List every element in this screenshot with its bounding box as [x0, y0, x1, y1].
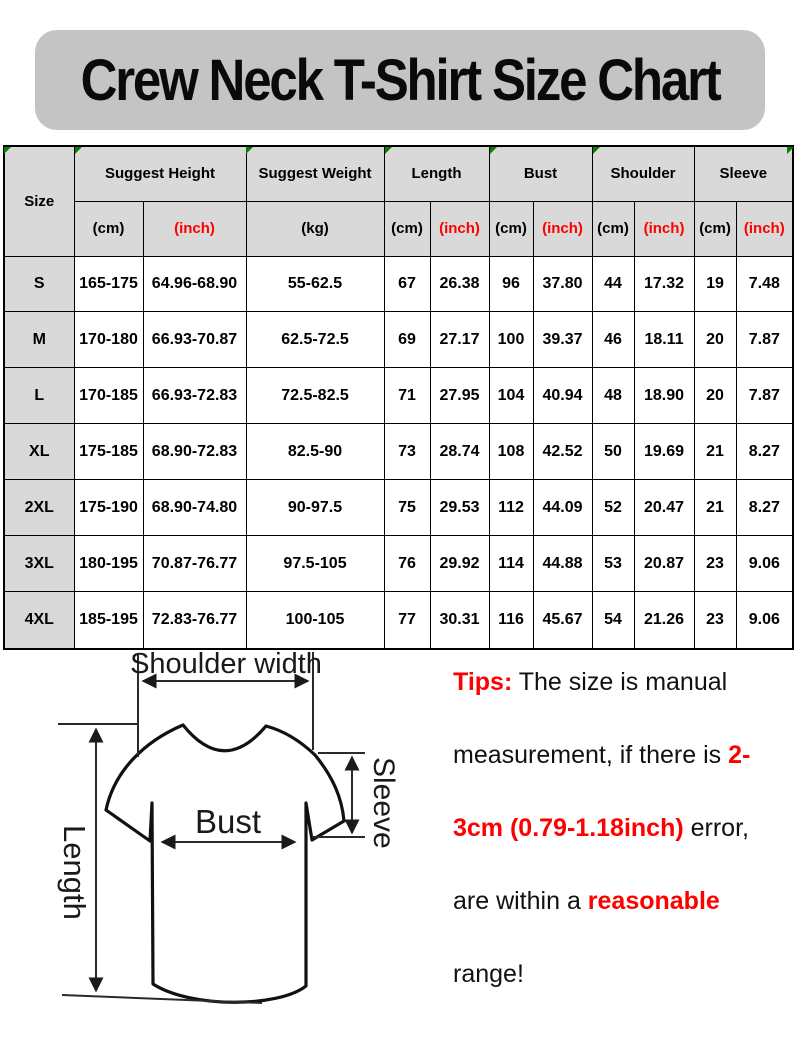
cell-height-inch: 64.96-68.90	[143, 256, 246, 312]
cell-weight-kg: 55-62.5	[246, 256, 384, 312]
shoulder-width-label: Shoulder width	[130, 648, 322, 680]
cell-length-inch: 27.95	[430, 368, 489, 424]
cell-bust-inch: 44.09	[533, 480, 592, 536]
tips-text: The size is manual	[512, 668, 728, 696]
tips-highlight: reasonable	[587, 887, 720, 915]
cell-shoulder-cm: 50	[592, 424, 634, 480]
cell-size: 3XL	[4, 536, 74, 592]
cell-height-cm: 170-185	[74, 368, 143, 424]
cell-sleeve-cm: 19	[694, 256, 736, 312]
cell-weight-kg: 82.5-90	[246, 424, 384, 480]
cell-height-inch: 70.87-76.77	[143, 536, 246, 592]
tips-highlight: 2-	[728, 741, 751, 769]
cell-bust-cm: 108	[489, 424, 533, 480]
cell-length-inch: 28.74	[430, 424, 489, 480]
cell-sleeve-cm: 23	[694, 592, 736, 649]
bust-label: Bust	[194, 803, 262, 840]
tips-line	[453, 792, 793, 865]
cell-shoulder-inch: 21.26	[634, 592, 694, 649]
cell-bust-inch: 39.37	[533, 312, 592, 368]
cell-sleeve-cm: 20	[694, 368, 736, 424]
col-header-size: Size	[4, 146, 74, 256]
cell-height-inch: 68.90-74.80	[143, 480, 246, 536]
cell-bust-cm: 104	[489, 368, 533, 424]
col-header-suggest-height: Suggest Height	[74, 146, 246, 201]
cell-weight-kg: 62.5-72.5	[246, 312, 384, 368]
cell-length-inch: 27.17	[430, 312, 489, 368]
tips-block	[453, 646, 793, 1011]
tips-highlight: Tips:	[453, 668, 513, 696]
cell-bust-cm: 114	[489, 536, 533, 592]
table-row-l	[4, 368, 793, 424]
unit-shoulder-cm: (cm)	[592, 201, 634, 256]
cell-bust-inch: 40.94	[533, 368, 592, 424]
cell-length-inch: 29.53	[430, 480, 489, 536]
cell-sleeve-inch: 9.06	[736, 592, 793, 649]
header-group-row	[4, 146, 793, 201]
cell-length-cm: 77	[384, 592, 430, 649]
page-title: Crew Neck T-Shirt Size Chart	[80, 47, 720, 113]
tips-line	[453, 865, 793, 938]
unit-height-inch: (inch)	[143, 201, 246, 256]
length-label: Length	[57, 825, 92, 920]
cell-shoulder-cm: 44	[592, 256, 634, 312]
cell-sleeve-inch: 7.87	[736, 312, 793, 368]
table-row-3xl	[4, 536, 793, 592]
cell-sleeve-inch: 9.06	[736, 536, 793, 592]
cell-weight-kg: 100-105	[246, 592, 384, 649]
cell-length-inch: 30.31	[430, 592, 489, 649]
cell-size: 4XL	[4, 592, 74, 649]
cell-shoulder-cm: 46	[592, 312, 634, 368]
cell-bust-cm: 116	[489, 592, 533, 649]
cell-length-cm: 67	[384, 256, 430, 312]
cell-shoulder-inch: 17.32	[634, 256, 694, 312]
table-row-xl	[4, 424, 793, 480]
col-header-bust: Bust	[489, 146, 592, 201]
table-row-4xl	[4, 592, 793, 649]
col-header-length: Length	[384, 146, 489, 201]
unit-shoulder-inch: (inch)	[634, 201, 694, 256]
unit-sleeve-cm: (cm)	[694, 201, 736, 256]
unit-sleeve-inch: (inch)	[736, 201, 793, 256]
cell-shoulder-cm: 53	[592, 536, 634, 592]
cell-size: S	[4, 256, 74, 312]
col-header-sleeve: Sleeve	[694, 146, 793, 201]
tips-line	[453, 719, 793, 792]
cell-sleeve-inch: 7.87	[736, 368, 793, 424]
unit-length-cm: (cm)	[384, 201, 430, 256]
cell-comment-marker	[593, 147, 600, 154]
cell-length-cm: 76	[384, 536, 430, 592]
table-row-s	[4, 256, 793, 312]
cell-height-inch: 72.83-76.77	[143, 592, 246, 649]
cell-length-cm: 75	[384, 480, 430, 536]
cell-sleeve-inch: 7.48	[736, 256, 793, 312]
size-chart-table	[3, 145, 794, 650]
cell-bust-inch: 45.67	[533, 592, 592, 649]
cell-shoulder-inch: 18.90	[634, 368, 694, 424]
cell-size: XL	[4, 424, 74, 480]
cell-length-inch: 26.38	[430, 256, 489, 312]
cell-weight-kg: 72.5-82.5	[246, 368, 384, 424]
cell-shoulder-cm: 52	[592, 480, 634, 536]
cell-weight-kg: 97.5-105	[246, 536, 384, 592]
cell-height-cm: 180-195	[74, 536, 143, 592]
unit-height-cm: (cm)	[74, 201, 143, 256]
cell-shoulder-cm: 54	[592, 592, 634, 649]
cell-length-cm: 71	[384, 368, 430, 424]
cell-length-inch: 29.92	[430, 536, 489, 592]
size-table	[3, 145, 794, 650]
cell-bust-cm: 96	[489, 256, 533, 312]
tips-text: error,	[683, 814, 749, 842]
cell-sleeve-inch: 8.27	[736, 424, 793, 480]
cell-shoulder-inch: 19.69	[634, 424, 694, 480]
tips-text: measurement, if there is	[453, 741, 729, 769]
cell-height-cm: 170-180	[74, 312, 143, 368]
unit-bust-cm: (cm)	[489, 201, 533, 256]
table-row-2xl	[4, 480, 793, 536]
unit-length-inch: (inch)	[430, 201, 489, 256]
cell-height-cm: 175-185	[74, 424, 143, 480]
tips-line	[453, 646, 793, 719]
tips-text: are within a	[453, 887, 588, 915]
cell-comment-marker	[787, 147, 794, 154]
sleeve-label: Sleeve	[367, 757, 400, 849]
tshirt-outline	[106, 725, 344, 1002]
cell-sleeve-inch: 8.27	[736, 480, 793, 536]
unit-weight-kg: (kg)	[246, 201, 384, 256]
cell-sleeve-cm: 21	[694, 480, 736, 536]
cell-shoulder-inch: 20.47	[634, 480, 694, 536]
col-header-shoulder: Shoulder	[592, 146, 694, 201]
cell-weight-kg: 90-97.5	[246, 480, 384, 536]
cell-shoulder-inch: 20.87	[634, 536, 694, 592]
cell-size: 2XL	[4, 480, 74, 536]
cell-comment-marker	[75, 147, 82, 154]
tips-highlight: 3cm (0.79-1.18inch)	[453, 814, 684, 842]
cell-comment-marker	[246, 147, 253, 154]
cell-length-cm: 73	[384, 424, 430, 480]
tips-line	[453, 938, 793, 1011]
table-row-m	[4, 312, 793, 368]
unit-bust-inch: (inch)	[533, 201, 592, 256]
cell-bust-cm: 100	[489, 312, 533, 368]
tips-text: range!	[453, 960, 524, 988]
cell-length-cm: 69	[384, 312, 430, 368]
cell-comment-marker	[4, 147, 11, 154]
cell-shoulder-cm: 48	[592, 368, 634, 424]
cell-bust-cm: 112	[489, 480, 533, 536]
cell-comment-marker	[490, 147, 497, 154]
cell-sleeve-cm: 20	[694, 312, 736, 368]
cell-height-inch: 66.93-70.87	[143, 312, 246, 368]
col-header-suggest-weight: Suggest Weight	[246, 146, 384, 201]
cell-bust-inch: 44.88	[533, 536, 592, 592]
cell-comment-marker	[385, 147, 392, 154]
cell-size: M	[4, 312, 74, 368]
cell-bust-inch: 42.52	[533, 424, 592, 480]
title-banner	[35, 30, 765, 130]
cell-sleeve-cm: 23	[694, 536, 736, 592]
cell-height-cm: 185-195	[74, 592, 143, 649]
tshirt-measurement-diagram	[40, 645, 440, 1040]
cell-sleeve-cm: 21	[694, 424, 736, 480]
cell-bust-inch: 37.80	[533, 256, 592, 312]
cell-height-cm: 175-190	[74, 480, 143, 536]
cell-height-inch: 66.93-72.83	[143, 368, 246, 424]
cell-shoulder-inch: 18.11	[634, 312, 694, 368]
header-unit-row	[4, 201, 793, 256]
cell-height-cm: 165-175	[74, 256, 143, 312]
cell-size: L	[4, 368, 74, 424]
cell-height-inch: 68.90-72.83	[143, 424, 246, 480]
